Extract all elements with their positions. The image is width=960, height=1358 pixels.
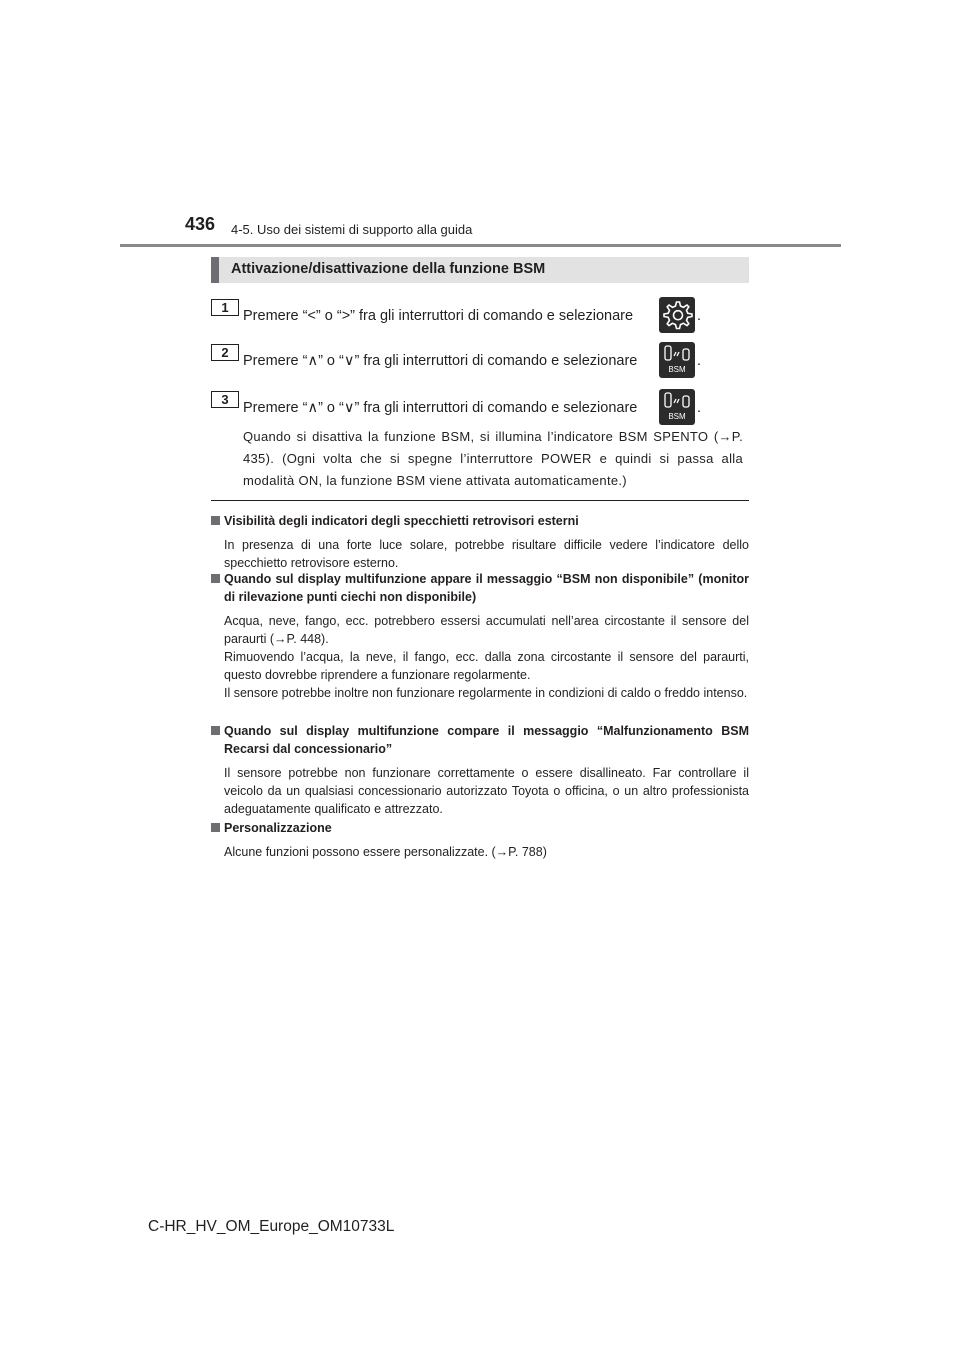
- divider: [211, 500, 749, 501]
- step-end: .: [697, 353, 702, 369]
- bsm-icon: [659, 389, 695, 425]
- step-end: .: [697, 308, 702, 324]
- bsm-icon: [659, 342, 695, 378]
- info-title-text: Visibilità degli indicatori degli specchietti retrovisori esterni: [224, 514, 579, 528]
- info-title-text: Quando sul display multifunzione appare il messaggio “BSM non disponibile” (monitor di rilevazione punti ciechi non disponibile): [224, 572, 749, 604]
- info-title: [211, 722, 749, 758]
- square-bullet-icon: [211, 516, 220, 525]
- section-heading-text: Attivazione/disattivazione della funzione BSM: [231, 261, 546, 277]
- page-number: 436: [185, 214, 216, 234]
- gear-icon: [659, 297, 695, 333]
- info-visibility: [211, 512, 749, 572]
- step-number: 2: [211, 344, 239, 361]
- step-text: Premere “<” o “>” fra gli interruttori di comando e selezionare: [243, 308, 634, 324]
- info-title: [211, 570, 749, 606]
- step-number: 3: [211, 391, 239, 408]
- info-body: [211, 764, 749, 818]
- step-text: Premere “∧” o “∨” fra gli interruttori di comando e selezionare: [243, 353, 638, 369]
- info-title: [211, 819, 749, 837]
- info-title-text: Quando sul display multifunzione compare il messaggio “Malfunzionamento BSM Recarsi dal concessionario”: [224, 724, 749, 756]
- bsm-icon-label: BSM: [668, 365, 686, 374]
- section-title: 4-5. Uso dei sistemi di supporto alla guida: [231, 222, 473, 237]
- step-1: [211, 297, 751, 333]
- step-3: [211, 389, 751, 425]
- info-paragraph: Il sensore potrebbe non funzionare correttamente o essere disallineato. Far controllare il veicolo da un qualsiasi concessionario autorizzato Toyota o officina, o un altro professionista adeguatamente qualificato e attrezzato.: [224, 766, 749, 816]
- info-paragraph: Il sensore potrebbe inoltre non funzionare regolarmente in condizioni di caldo o freddo intenso.: [224, 686, 748, 700]
- square-bullet-icon: [211, 574, 220, 583]
- info-title-text: Personalizzazione: [224, 821, 332, 835]
- info-bsm-unavailable: [211, 570, 749, 702]
- note-text: Quando si disattiva la funzione BSM, si illumina l’indicatore BSM SPENTO (→P. 435). (Ogni volta che si spegne l’interruttore POWER e quindi si passa alla modalità ON, la funzione BSM viene attivata automaticamente.): [243, 429, 743, 488]
- info-body: [211, 536, 749, 572]
- info-body: [211, 612, 749, 702]
- info-paragraph: Acqua, neve, fango, ecc. potrebbero essersi accumulati nell’area circostante il sensore del paraurti (→P. 448).: [224, 614, 749, 646]
- section-heading: [211, 257, 749, 283]
- info-body: [211, 843, 749, 861]
- step-number: 1: [211, 299, 239, 316]
- bsm-icon-label: BSM: [668, 412, 686, 421]
- square-bullet-icon: [211, 823, 220, 832]
- info-bsm-malfunction: [211, 722, 749, 818]
- step-end: .: [697, 400, 702, 416]
- info-personalization: [211, 819, 749, 861]
- footer-doc-id: C-HR_HV_OM_Europe_OM10733L: [148, 1218, 395, 1235]
- info-title: [211, 512, 749, 530]
- square-bullet-icon: [211, 726, 220, 735]
- info-paragraph: Alcune funzioni possono essere personalizzate. (→P. 788): [224, 845, 547, 859]
- info-paragraph: In presenza di una forte luce solare, potrebbe risultare difficile vedere l’indicatore dello specchietto retrovisore esterno.: [224, 538, 749, 570]
- step-2: [211, 342, 751, 378]
- info-paragraph: Rimuovendo l’acqua, la neve, il fango, ecc. dalla zona circostante il sensore del paraurti, questo dovrebbe riprendere a funzionare regolarmente.: [224, 650, 749, 682]
- header-rule: [120, 244, 841, 247]
- step-text: Premere “∧” o “∨” fra gli interruttori di comando e selezionare: [243, 400, 638, 416]
